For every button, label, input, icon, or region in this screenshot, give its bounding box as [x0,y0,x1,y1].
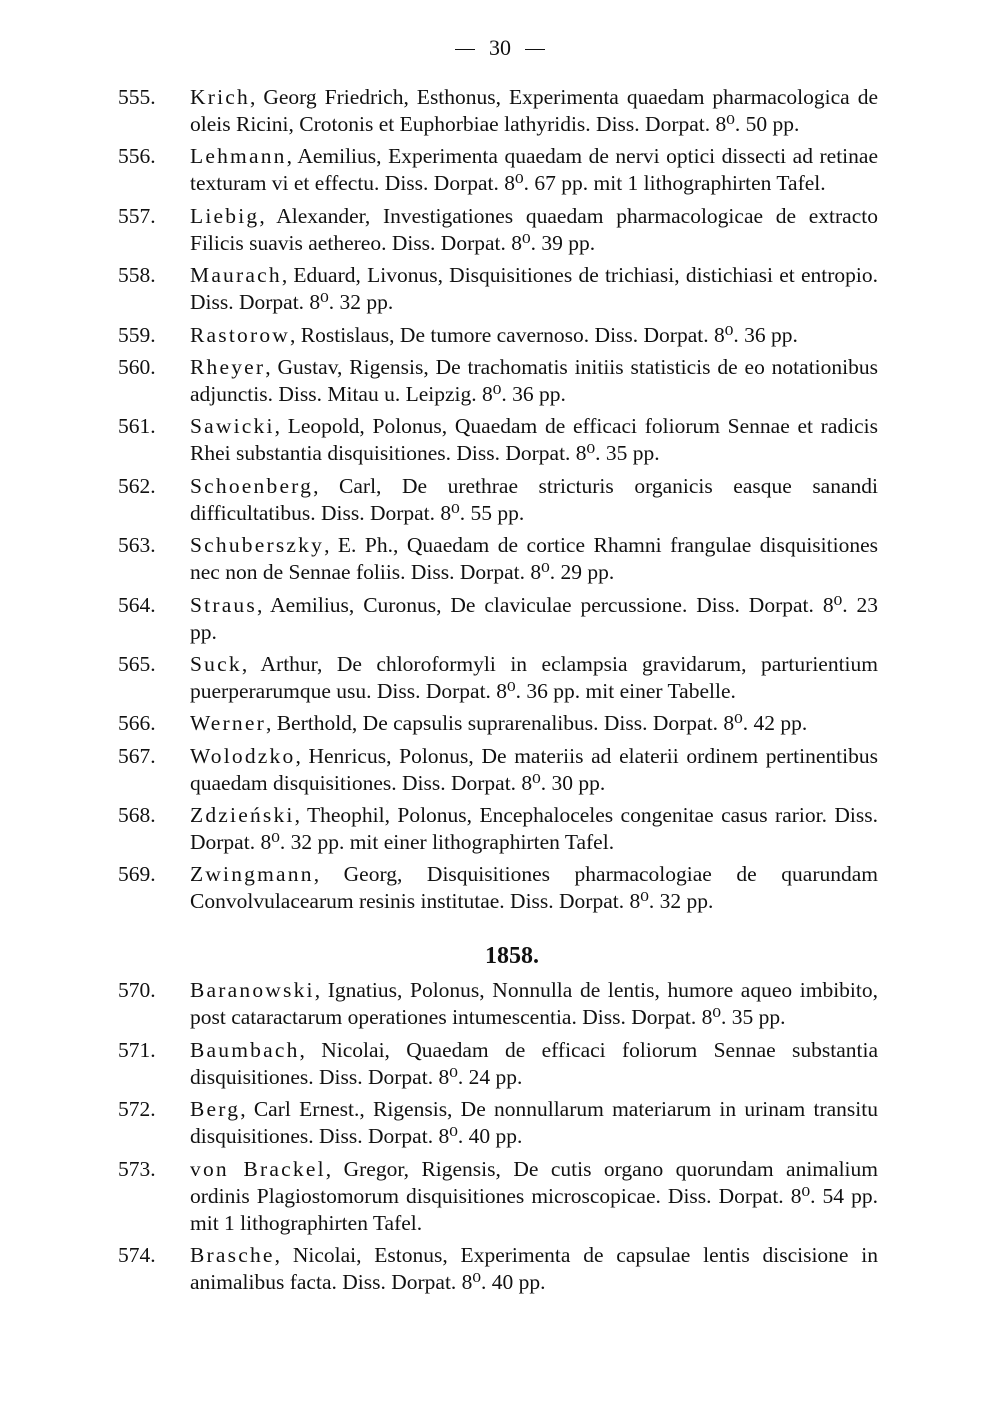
author-surname: Berg [190,1097,241,1122]
entry-body [190,861,878,915]
bibliography-entry [0,861,1000,915]
entry-number: 556. [118,144,156,169]
entry-citation: , Eduard, Livonus, Disquisitiones de trichiasi, distichiasi et entropio. Diss. Dorpat. 8⁰. 32 pp. [190,263,878,315]
author-surname: Maurach [190,263,282,288]
entry-number: 571. [118,1037,156,1062]
author-surname: Lehmann [190,144,287,169]
bibliography-list [0,84,1000,1301]
entry-body [190,1037,878,1091]
page-number-value: 30 [489,35,511,60]
entry-citation: , Rostislaus, De tumore cavernoso. Diss. Dorpat. 8⁰. 36 pp. [290,322,798,347]
entry-number: 567. [118,743,156,768]
entry-body [190,1096,878,1150]
entry-citation: , Ignatius, Polonus, Nonnulla de lentis, humore aqueo imbibito, post cataractarum operationes intumescentia. Diss. Dorpat. 8⁰. 35 pp. [190,978,878,1030]
bibliography-entry [0,203,1000,257]
entry-citation: , Nicolai, Quaedam de efficaci foliorum Sennae substantia disquisitiones. Diss. Dorpat. 8⁰. 24 pp. [190,1037,878,1089]
entry-body [190,84,878,138]
entry-number: 569. [118,862,156,887]
entry-number: 573. [118,1156,156,1181]
entry-body [190,354,878,408]
bibliography-entry [0,354,1000,408]
bibliography-entry [0,143,1000,197]
bibliography-entry [0,977,1000,1031]
entry-citation: , Georg, Disquisitiones pharmacologiae de quarundam Convolvulacearum resinis institutae. Diss. Dorpat. 8⁰. 32 pp. [190,862,878,914]
bibliography-entry [0,592,1000,646]
entry-number: 558. [118,263,156,288]
dash-right [525,49,545,50]
entry-citation: , Aemilius, Curonus, De claviculae percussione. Diss. Dorpat. 8⁰. 23 pp. [190,592,878,644]
bibliography-entry [0,473,1000,527]
entry-citation: , Nicolai, Estonus, Experimenta de capsulae lentis discisione in animalibus facta. Diss. Dorpat. 8⁰. 40 pp. [190,1243,878,1295]
bibliography-entry [0,1156,1000,1237]
entry-number: 572. [118,1097,156,1122]
entry-citation: , E. Ph., Quaedam de cortice Rhamni frangulae disquisitiones nec non de Sennae foliis. Diss. Dorpat. 8⁰. 29 pp. [190,533,878,585]
author-surname: Schuberszky [190,533,325,558]
entry-citation: , Berthold, De capsulis suprarenalibus. Diss. Dorpat. 8⁰. 42 pp. [265,711,808,736]
author-surname: Suck [190,651,242,676]
bibliography-entry [0,322,1000,349]
entry-number: 561. [118,414,156,439]
entry-body [190,1156,878,1237]
author-surname: Baranowski [190,978,315,1003]
page-number [0,34,1000,62]
entry-number: 555. [118,85,156,109]
year-heading: 1858. [485,943,539,970]
bibliography-entry [0,651,1000,705]
bibliography-entry [0,1096,1000,1150]
author-surname: Sawicki [190,414,275,439]
bibliography-entry [0,710,1000,737]
author-surname: Liebig [190,203,260,228]
author-surname: Werner [190,711,266,736]
entry-body [190,322,878,349]
entry-body [190,977,878,1031]
bibliography-entry [0,1242,1000,1296]
bibliography-entry [0,84,1000,138]
author-surname: Brasche [190,1243,275,1268]
entry-body [190,710,878,737]
entry-citation: , Carl Ernest., Rigensis, De nonnullarum materiarum in urinam transitu disquisitiones. Diss. Dorpat. 8⁰. 40 pp. [190,1097,878,1149]
author-surname: Rheyer [190,354,266,379]
dash-left [455,49,475,50]
bibliography-entry [0,743,1000,797]
entry-body [190,143,878,197]
bibliography-entry [0,262,1000,316]
entry-body [190,651,878,705]
entry-number: 563. [118,533,156,558]
author-surname: Baumbach [190,1037,300,1062]
author-surname: Schoenberg [190,473,314,498]
entry-body [190,262,878,316]
author-surname: Zdzieński [190,803,295,828]
entry-number: 560. [118,354,156,379]
entry-body [190,413,878,467]
entry-body [190,532,878,586]
entry-number: 570. [118,978,156,1003]
entry-citation: , Aemilius, Experimenta quaedam de nervi optici dissecti ad retinae texturam vi et effectu. Diss. Dorpat. 8⁰. 67 pp. mit 1 lithographirten Tafel. [190,144,878,196]
entry-number: 562. [118,473,156,498]
entry-number: 565. [118,651,156,676]
entry-citation: , Arthur, De chloroformyli in eclampsia gravidarum, parturientium puerperarumque usu. Diss. Dorpat. 8⁰. 36 pp. mit einer Tabelle. [190,651,878,703]
entry-citation: , Alexander, Investigationes quaedam pharmacologicae de extracto Filicis suavis aethereo. Diss. Dorpat. 8⁰. 39 pp. [190,203,878,255]
entry-number: 568. [118,803,156,828]
entry-citation: , Carl, De urethrae stricturis organicis easque sanandi difficultatibus. Diss. Dorpat. 8⁰. 55 pp. [190,473,878,525]
entry-number: 559. [118,322,156,347]
entry-number: 557. [118,203,156,228]
entry-citation: , Theophil, Polonus, Encephaloceles congenitae casus rarior. Diss. Dorpat. 8⁰. 32 pp. mit einer lithographirten Tafel. [190,803,878,855]
author-surname: Zwingmann [190,862,314,887]
entry-citation: , Gustav, Rigensis, De trachomatis initiis statisticis de eo notationibus adjunctis. Diss. Mitau u. Leipzig. 8⁰. 36 pp. [190,354,878,406]
author-surname: Straus [190,592,257,617]
entry-body [190,802,878,856]
bibliography-entry [0,1037,1000,1091]
entry-body [190,473,878,527]
entry-citation: , Georg Friedrich, Esthonus, Experimenta quaedam pharmacologica de oleis Ricini, Crotonis et Euphorbiae lathyridis. Diss. Dorpat. 8⁰. 50 pp. [190,85,878,136]
entry-body [190,203,878,257]
entry-body [190,592,878,646]
entry-citation: , Leopold, Polonus, Quaedam de efficaci foliorum Sennae et radicis Rhei substantia disquisitiones. Diss. Dorpat. 8⁰. 35 pp. [190,414,878,466]
author-surname: Krich [190,85,250,109]
author-surname: Wolodzko [190,743,296,768]
entry-number: 564. [118,592,156,617]
entry-citation: , Gregor, Rigensis, De cutis organo quorundam animalium ordinis Plagiostomorum disquisitiones microscopicae. Diss. Dorpat. 8⁰. 54 pp. mit 1 lithographirten Tafel. [190,1156,878,1235]
entry-citation: , Henricus, Polonus, De materiis ad elaterii ordinem pertinentibus quaedam disquisitiones. Diss. Dorpat. 8⁰. 30 pp. [190,743,878,795]
bibliography-entry [0,413,1000,467]
author-surname: Rastorow [190,322,291,347]
author-surname: von Brackel [190,1156,326,1181]
entry-body [190,1242,878,1296]
entry-number: 566. [118,711,156,736]
entry-body [190,743,878,797]
entry-number: 574. [118,1243,156,1268]
bibliography-entry [0,532,1000,586]
bibliography-entry [0,802,1000,856]
